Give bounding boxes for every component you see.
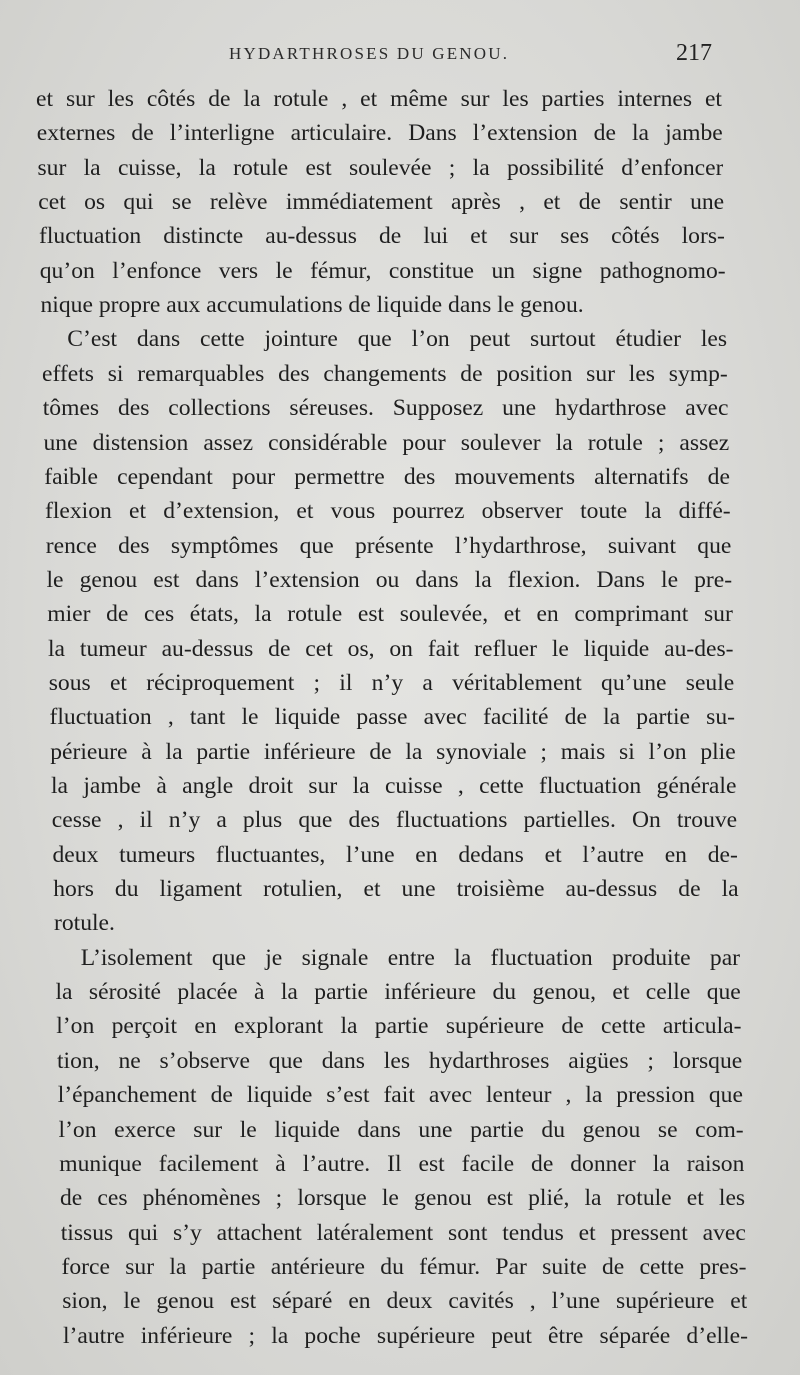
text-line: sous et réciproquement ; il n’y a véritablement qu’une seule	[48, 669, 735, 696]
text-line: flexion et d’extension, et vous pourrez observer toute la diffé-	[45, 498, 731, 525]
text-line: et sur les côtés de la rotule , et même sur les parties internes et	[36, 86, 722, 112]
text-line: hors du ligament rotulien, et une troisième au-dessus de la	[53, 876, 739, 903]
text-line: sion, le genou est séparé en deux cavités , l’une supérieure et	[62, 1288, 748, 1315]
text-line: sur la cuisse, la rotule est soulevée ; la possibilité d’enfoncer	[37, 154, 724, 181]
text-line: tion, ne s’observe que dans les hydarthroses aigües ; lorsque	[57, 1047, 743, 1074]
text-line: l’on perçoit en explorant la partie supérieure de cette articula-	[56, 1013, 742, 1040]
text-line: fluctuation distincte au-dessus de lui et sur ses côtés lors-	[39, 223, 725, 250]
text-line: l’autre inférieure ; la poche supérieure peut être séparée d’elle-	[63, 1322, 748, 1349]
text-line: munique facilement à l’autre. Il est facile de donner la raison	[59, 1150, 745, 1177]
page-number: 217	[676, 40, 712, 66]
text-line: rence des symptômes que présente l’hydarthrose, suivant que	[45, 532, 732, 559]
text-line: tômes des collections séreuses. Supposez une hydarthrose avec	[42, 395, 729, 422]
text-line: L’isolement que je signale entre la fluctuation produite par	[80, 944, 741, 971]
text-line: une distension assez considérable pour soulever la rotule ; assez	[43, 429, 730, 456]
text-line: l’on exerce sur le liquide dans une partie du genou se com-	[58, 1116, 744, 1143]
text-line: la sérosité placée à la partie inférieure du genou, et celle que	[55, 979, 741, 1006]
text-line: fluctuation , tant le liquide passe avec facilité de la partie su-	[49, 704, 735, 731]
text-line: deux tumeurs fluctuantes, l’une en dedans et l’autre en de-	[52, 841, 738, 868]
text-line: rotule.	[54, 910, 115, 937]
text-line: l’épanchement de liquide s’est fait avec lenteur , la pression que	[57, 1082, 743, 1109]
text-line: la jambe à angle droit sur la cuisse , cette fluctuation générale	[51, 773, 737, 799]
text-line: C’est dans cette jointure que l’on peut surtout étudier les	[67, 326, 728, 353]
text-line: qu’on l’enfonce vers le fémur, constitue un signe pathognomo-	[39, 257, 726, 284]
text-line: tissus qui s’y attachent latéralement sont tendus et pressent avec	[60, 1219, 746, 1246]
text-line: cet os qui se relève immédiatement après , et de sentir une	[38, 189, 725, 216]
text-line: force sur la partie antérieure du fémur. Par suite de cette pres-	[61, 1253, 747, 1280]
text-line: nique propre aux accumulations de liquide dans le genou.	[40, 292, 584, 319]
text-line: mier de ces états, la rotule est soulevée, et en comprimant sur	[47, 601, 733, 628]
text-line: périeure à la partie inférieure de la synoviale ; mais si l’on plie	[50, 738, 736, 765]
text-line: la tumeur au-dessus de cet os, on fait refluer le liquide au-des-	[48, 635, 734, 662]
text-line: cesse , il n’y a plus que des fluctuations partielles. On trouve	[51, 807, 738, 834]
running-title: HYDARTHROSES DU GENOU.	[229, 44, 510, 63]
text-line: effets si remarquables des changements de position sur les symp-	[42, 360, 728, 387]
running-head	[0, 40, 800, 74]
text-line: externes de l’interligne articulaire. Dans l’extension de la jambe	[36, 120, 723, 147]
text-line: de ces phénomènes ; lorsque le genou est plié, la rotule et les	[60, 1185, 746, 1212]
text-line: le genou est dans l’extension ou dans la flexion. Dans le pre-	[46, 566, 733, 593]
text-line: faible cependant pour permettre des mouvements alternatifs de	[44, 463, 730, 490]
